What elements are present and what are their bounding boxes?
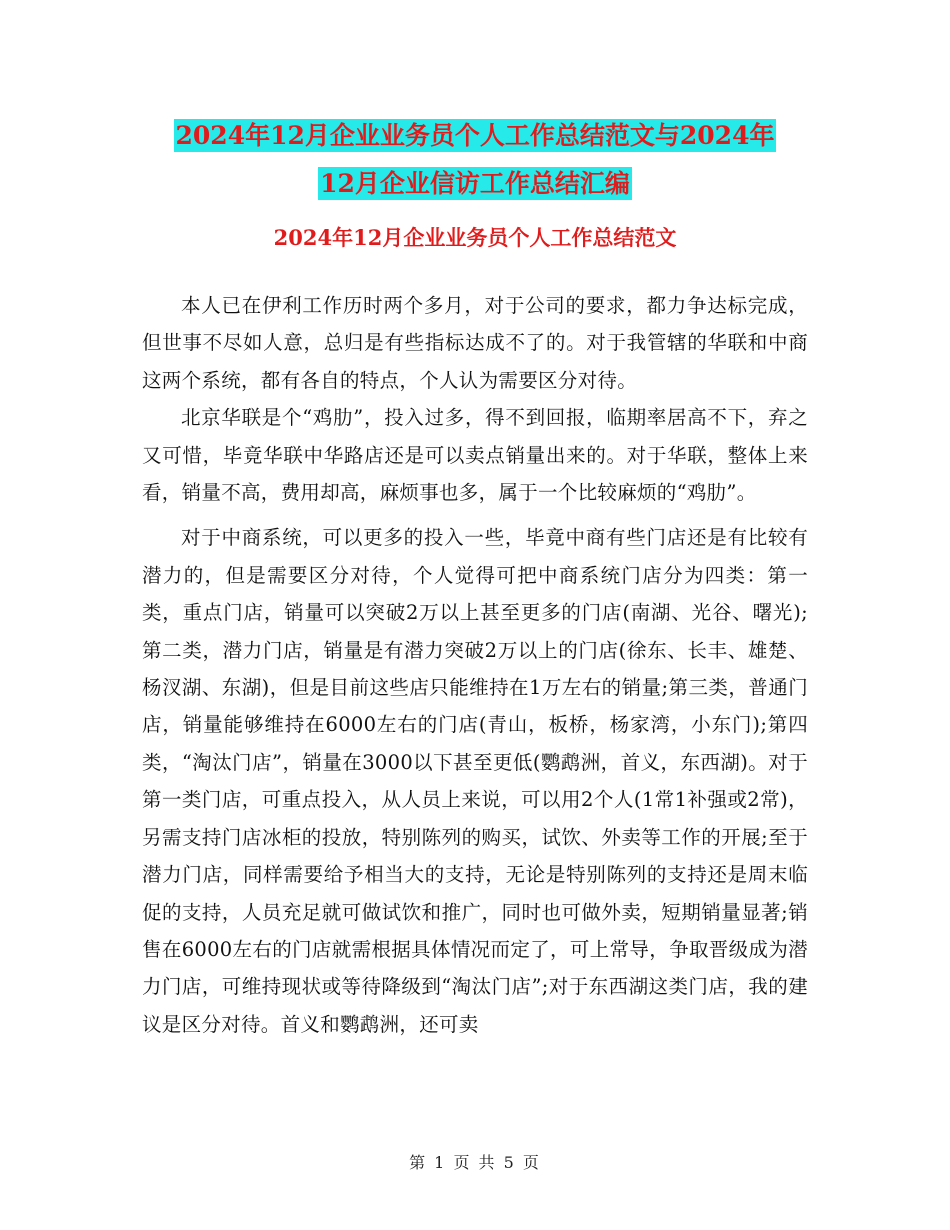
paragraph-3: 对于中商系统，可以更多的投入一些，毕竟中商有些门店还是有比较有潜力的，但是需要区分对待，个人觉得可把中商系统门店分为四类：第一类，重点门店，销量可以突破2万以上甚至更多的门店(南湖、光谷、曙光);第二类，潜力门店，销量是有潜力突破2万以上的门店(徐东、长丰、雄楚、杨汊湖、东湖)，但是目前这些店只能维持在1万左右的销量;第三类，普通门店，销量能够维持在6000左右的门店(青山，板桥，杨家湾，小东门);第四类，“淘汰门店”，销量在3000以下甚至更低(鹦鹉洲，首义，东西湖)。对于第一类门店，可重点投入，从人员上来说，可以用2个人(1常1补强或2常)，另需支持门店冰柜的投放，特别陈列的购买，试饮、外卖等工作的开展;至于潜力门店，同样需要给予相当大的支持，无论是特别陈列的支持还是周末临促的支持，人员充足就可做试饮和推广，同时也可做外卖，短期销量显著;销售在6000左右的门店就需根据具体情况而定了，可上常导，争取晋级成为潜力门店，可维持现状或等待降级到“淘汰门店”;对于东西湖这类门店，我的建议是区分对待。首义和鹦鹉洲，还可卖 bbox=[142, 526, 808, 1036]
page-footer: 第 1 页 共 5 页 bbox=[409, 1153, 541, 1172]
main-title-line-1: 2024年12月企业业务员个人工作总结范文与2024年 bbox=[175, 121, 775, 150]
section-title: 2024年12月企业业务员个人工作总结范文 bbox=[273, 225, 677, 250]
main-title bbox=[145, 112, 805, 208]
paragraph-2: 北京华联是个“鸡肋”，投入过多，得不到回报，临期率居高不下，弃之又可惜，毕竟华联中华路店还是可以卖点销量出来的。对于华联，整体上来看，销量不高，费用却高，麻烦事也多，属于一个比较麻烦的“鸡肋”。 bbox=[142, 406, 808, 505]
paragraph-1: 本人已在伊利工作历时两个多月，对于公司的要求，都力争达标完成，但世事不尽如人意，总归是有些指标达成不了的。对于我管辖的华联和中商这两个系统，都有各自的特点，个人认为需要区分对待。 bbox=[142, 294, 808, 392]
main-title-line-2: 12月企业信访工作总结汇编 bbox=[320, 169, 630, 198]
document-body bbox=[142, 287, 808, 1043]
